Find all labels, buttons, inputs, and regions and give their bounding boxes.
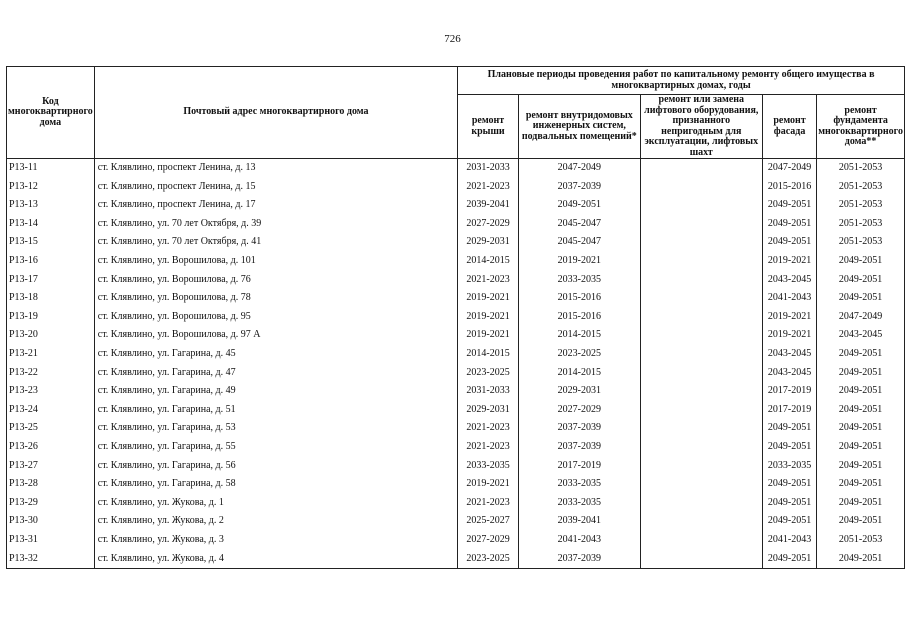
cell-facade: 2049-2051 [762,512,816,531]
cell-roof: 2019-2021 [458,308,519,327]
page-number: 726 [444,33,461,45]
cell-code: Р13-23 [7,382,95,401]
cell-elevator [640,178,762,197]
table-row [7,364,905,383]
table-row [7,196,905,215]
cell-engineering: 2014-2015 [518,326,640,345]
cell-foundation: 2051-2053 [817,531,905,550]
cell-code: Р13-25 [7,419,95,438]
table-row [7,419,905,438]
cell-foundation: 2049-2051 [817,419,905,438]
cell-engineering: 2045-2047 [518,233,640,252]
cell-address: ст. Клявлино, ул. Гагарина, д. 55 [94,438,457,457]
table-row [7,382,905,401]
cell-facade: 2043-2045 [762,364,816,383]
cell-elevator [640,549,762,568]
cell-engineering: 2014-2015 [518,364,640,383]
cell-engineering: 2045-2047 [518,215,640,234]
header-code: Код многоквартирного дома [7,67,95,159]
cell-engineering: 2033-2035 [518,494,640,513]
cell-facade: 2019-2021 [762,252,816,271]
cell-roof: 2033-2035 [458,457,519,476]
cell-foundation: 2049-2051 [817,345,905,364]
cell-facade: 2049-2051 [762,196,816,215]
cell-address: ст. Клявлино, ул. Ворошилова, д. 97 А [94,326,457,345]
cell-address: ст. Клявлино, ул. Ворошилова, д. 76 [94,271,457,290]
cell-facade: 2017-2019 [762,401,816,420]
cell-roof: 2019-2021 [458,326,519,345]
table-row [7,475,905,494]
cell-foundation: 2051-2053 [817,196,905,215]
table-row [7,531,905,550]
cell-elevator [640,382,762,401]
cell-roof: 2023-2025 [458,364,519,383]
cell-code: Р13-12 [7,178,95,197]
cell-facade: 2049-2051 [762,475,816,494]
cell-roof: 2029-2031 [458,233,519,252]
cell-roof: 2031-2033 [458,159,519,178]
cell-engineering: 2037-2039 [518,438,640,457]
cell-engineering: 2039-2041 [518,512,640,531]
cell-foundation: 2049-2051 [817,271,905,290]
cell-foundation: 2051-2053 [817,159,905,178]
table-row [7,178,905,197]
cell-roof: 2019-2021 [458,289,519,308]
table-row [7,271,905,290]
cell-facade: 2049-2051 [762,494,816,513]
cell-foundation: 2049-2051 [817,512,905,531]
cell-roof: 2014-2015 [458,252,519,271]
cell-roof: 2021-2023 [458,494,519,513]
cell-elevator [640,159,762,178]
cell-elevator [640,512,762,531]
cell-engineering: 2033-2035 [518,475,640,494]
cell-foundation: 2049-2051 [817,494,905,513]
cell-engineering: 2037-2039 [518,549,640,568]
cell-engineering: 2041-2043 [518,531,640,550]
cell-engineering: 2027-2029 [518,401,640,420]
cell-elevator [640,252,762,271]
cell-roof: 2019-2021 [458,475,519,494]
repair-schedule-table [6,66,905,569]
cell-elevator [640,531,762,550]
cell-elevator [640,494,762,513]
cell-code: Р13-26 [7,438,95,457]
cell-engineering: 2033-2035 [518,271,640,290]
cell-address: ст. Клявлино, ул. Гагарина, д. 53 [94,419,457,438]
cell-foundation: 2051-2053 [817,215,905,234]
cell-foundation: 2049-2051 [817,252,905,271]
header-address: Почтовый адрес многоквартирного дома [94,67,457,159]
cell-code: Р13-16 [7,252,95,271]
cell-engineering: 2023-2025 [518,345,640,364]
cell-address: ст. Клявлино, ул. Жукова, д. 3 [94,531,457,550]
cell-elevator [640,289,762,308]
cell-facade: 2015-2016 [762,178,816,197]
cell-roof: 2027-2029 [458,215,519,234]
cell-roof: 2021-2023 [458,438,519,457]
cell-code: Р13-18 [7,289,95,308]
cell-facade: 2049-2051 [762,419,816,438]
cell-code: Р13-24 [7,401,95,420]
cell-facade: 2033-2035 [762,457,816,476]
cell-engineering: 2019-2021 [518,252,640,271]
cell-roof: 2021-2023 [458,178,519,197]
cell-code: Р13-17 [7,271,95,290]
cell-facade: 2043-2045 [762,345,816,364]
table-row [7,215,905,234]
cell-facade: 2017-2019 [762,382,816,401]
cell-roof: 2023-2025 [458,549,519,568]
cell-code: Р13-15 [7,233,95,252]
cell-facade: 2019-2021 [762,308,816,327]
cell-facade: 2019-2021 [762,326,816,345]
cell-foundation: 2051-2053 [817,178,905,197]
cell-code: Р13-29 [7,494,95,513]
table-row [7,252,905,271]
cell-foundation: 2051-2053 [817,233,905,252]
cell-code: Р13-19 [7,308,95,327]
cell-roof: 2031-2033 [458,382,519,401]
table-row [7,494,905,513]
cell-facade: 2049-2051 [762,233,816,252]
cell-address: ст. Клявлино, ул. Ворошилова, д. 95 [94,308,457,327]
cell-code: Р13-13 [7,196,95,215]
cell-engineering: 2029-2031 [518,382,640,401]
cell-address: ст. Клявлино, проспект Ленина, д. 13 [94,159,457,178]
cell-address: ст. Клявлино, проспект Ленина, д. 17 [94,196,457,215]
cell-facade: 2049-2051 [762,549,816,568]
cell-elevator [640,438,762,457]
cell-address: ст. Клявлино, ул. Жукова, д. 4 [94,549,457,568]
cell-address: ст. Клявлино, ул. Гагарина, д. 56 [94,457,457,476]
table-row [7,326,905,345]
cell-code: Р13-21 [7,345,95,364]
cell-roof: 2029-2031 [458,401,519,420]
cell-address: ст. Клявлино, ул. Гагарина, д. 58 [94,475,457,494]
cell-elevator [640,401,762,420]
cell-foundation: 2049-2051 [817,549,905,568]
cell-address: ст. Клявлино, ул. Гагарина, д. 51 [94,401,457,420]
cell-foundation: 2049-2051 [817,438,905,457]
cell-engineering: 2047-2049 [518,159,640,178]
table-row [7,289,905,308]
cell-code: Р13-32 [7,549,95,568]
cell-elevator [640,233,762,252]
cell-roof: 2021-2023 [458,271,519,290]
cell-code: Р13-20 [7,326,95,345]
cell-roof: 2039-2041 [458,196,519,215]
cell-address: ст. Клявлино, ул. Гагарина, д. 45 [94,345,457,364]
cell-elevator [640,271,762,290]
cell-engineering: 2037-2039 [518,419,640,438]
cell-facade: 2049-2051 [762,438,816,457]
cell-code: Р13-28 [7,475,95,494]
cell-foundation: 2047-2049 [817,308,905,327]
cell-engineering: 2015-2016 [518,289,640,308]
cell-address: ст. Клявлино, ул. Ворошилова, д. 78 [94,289,457,308]
header-facade: ремонт фасада [762,95,816,159]
cell-elevator [640,345,762,364]
cell-address: ст. Клявлино, проспект Ленина, д. 15 [94,178,457,197]
table-header [7,67,905,159]
cell-elevator [640,475,762,494]
cell-roof: 2027-2029 [458,531,519,550]
cell-engineering: 2049-2051 [518,196,640,215]
cell-code: Р13-11 [7,159,95,178]
table-row [7,308,905,327]
cell-foundation: 2049-2051 [817,401,905,420]
cell-foundation: 2049-2051 [817,457,905,476]
cell-engineering: 2015-2016 [518,308,640,327]
header-engineering: ремонт внутридомовых инженерных систем, подвальных помещений* [518,95,640,159]
cell-elevator [640,308,762,327]
cell-engineering: 2017-2019 [518,457,640,476]
table-row [7,438,905,457]
cell-address: ст. Клявлино, ул. Гагарина, д. 49 [94,382,457,401]
cell-code: Р13-31 [7,531,95,550]
cell-code: Р13-30 [7,512,95,531]
table-row [7,345,905,364]
cell-roof: 2025-2027 [458,512,519,531]
cell-foundation: 2049-2051 [817,364,905,383]
cell-engineering: 2037-2039 [518,178,640,197]
table-row [7,233,905,252]
cell-code: Р13-27 [7,457,95,476]
cell-elevator [640,457,762,476]
cell-elevator [640,326,762,345]
table-body [7,159,905,569]
cell-foundation: 2049-2051 [817,475,905,494]
table-row [7,457,905,476]
cell-facade: 2041-2043 [762,531,816,550]
cell-address: ст. Клявлино, ул. Гагарина, д. 47 [94,364,457,383]
cell-facade: 2047-2049 [762,159,816,178]
cell-elevator [640,419,762,438]
header-roof: ремонт крыши [458,95,519,159]
cell-facade: 2049-2051 [762,215,816,234]
cell-address: ст. Клявлино, ул. Жукова, д. 1 [94,494,457,513]
header-foundation: ремонт фундамента многоквартирного дома** [817,95,905,159]
table-row [7,401,905,420]
cell-elevator [640,196,762,215]
cell-facade: 2043-2045 [762,271,816,290]
cell-address: ст. Клявлино, ул. 70 лет Октября, д. 41 [94,233,457,252]
cell-address: ст. Клявлино, ул. Ворошилова, д. 101 [94,252,457,271]
cell-elevator [640,364,762,383]
cell-facade: 2041-2043 [762,289,816,308]
table-row [7,549,905,568]
cell-address: ст. Клявлино, ул. 70 лет Октября, д. 39 [94,215,457,234]
table-row [7,512,905,531]
cell-roof: 2021-2023 [458,419,519,438]
table-row [7,159,905,178]
cell-elevator [640,215,762,234]
cell-foundation: 2049-2051 [817,289,905,308]
cell-code: Р13-22 [7,364,95,383]
cell-address: ст. Клявлино, ул. Жукова, д. 2 [94,512,457,531]
header-elevator: ремонт или замена лифтового оборудования, признанного непригодным для эксплуатации, лифтовых шахт [640,95,762,159]
cell-foundation: 2043-2045 [817,326,905,345]
cell-foundation: 2049-2051 [817,382,905,401]
header-group: Плановые периоды проведения работ по капитальному ремонту общего имущества в многоквартирных домах, годы [458,67,905,95]
cell-code: Р13-14 [7,215,95,234]
cell-roof: 2014-2015 [458,345,519,364]
